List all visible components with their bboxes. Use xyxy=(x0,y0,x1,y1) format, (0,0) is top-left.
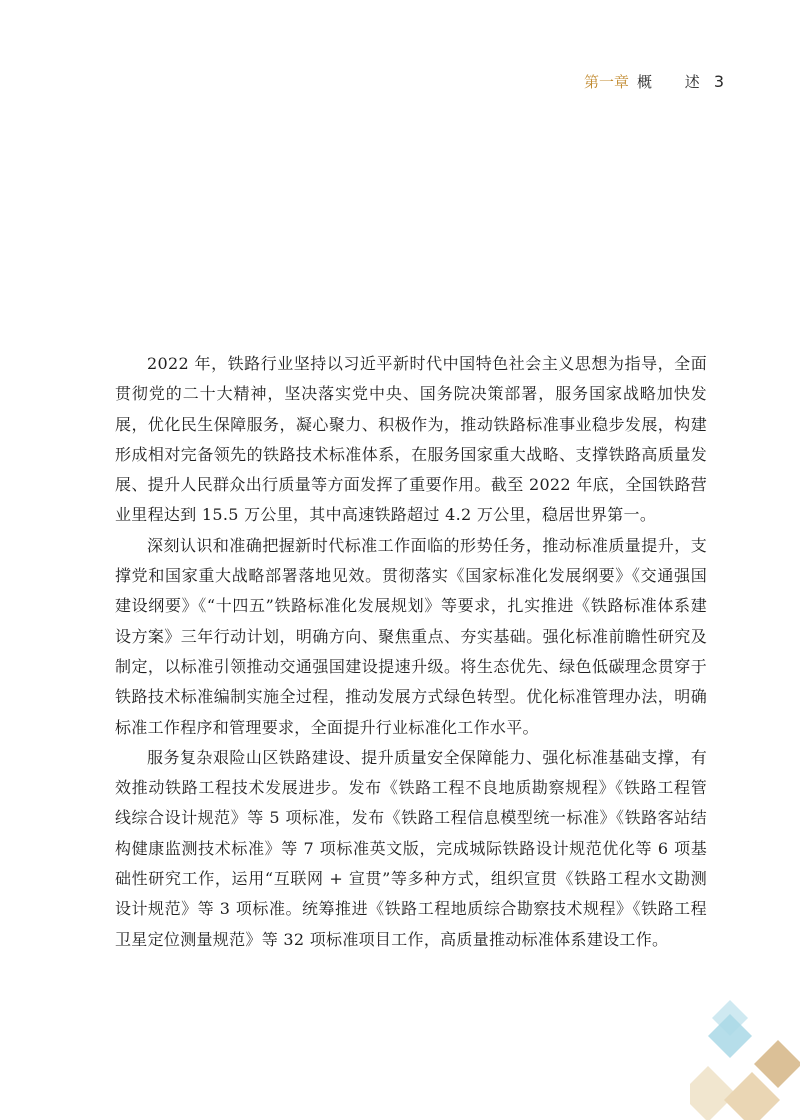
paragraph-1: 2022 年，铁路行业坚持以习近平新时代中国特色社会主义思想为指导，全面贯彻党的二十大精神，坚决落实党中央、国务院决策部署，服务国家战略加快发展，优化民生保障服务，凝心聚力、积极作为，推动铁路标准事业稳步发展，构建形成相对完备领先的铁路技术标准体系，在服务国家重大战略、支撑铁路高质量发展、提升人民群众出行质量等方面发挥了重要作用。截至 2022 年底，全国铁路营业里程达到 15.5 万公里，其中高速铁路超过 4.2 万公里，稳居世界第一。 xyxy=(115,354,707,525)
section-title: 概 述 xyxy=(637,73,714,91)
running-header xyxy=(584,72,724,92)
diamond-cream xyxy=(690,1066,736,1120)
paragraph-3: 服务复杂艰险山区铁路建设、提升质量安全保障能力、强化标准基础支撑，有效推动铁路工程技术发展进步。发布《铁路工程不良地质勘察规程》《铁路工程管线综合设计规范》等 5 项标准，发布《铁路工程信息模型统一标准》《铁路客站结构健康监测技术标准》等 7 项标准英文版，完成城际铁路设计规范优化等 6 项基础性研究工作，运用“互联网 + 宣贯”等多种方式，组织宣贯《铁路工程水文勘测设计规范》等 3 项标准。统筹推进《铁路工程地质综合勘察技术规程》《铁路工程卫星定位测量规范》等 32 项标准项目工作，高质量推动标准体系建设工作。 xyxy=(115,747,707,949)
diamond-tan xyxy=(754,1040,800,1088)
chapter-label: 第一章 xyxy=(584,73,630,91)
paragraph-2: 深刻认识和准确把握新时代标准工作面临的形势任务，推动标准质量提升，支撑党和国家重大战略部署落地见效。贯彻落实《国家标准化发展纲要》《交通强国建设纲要》《“十四五”铁路标准化发展规划》等要求，扎实推进《铁路标准体系建设方案》三年行动计划，明确方向、聚焦重点、夯实基础。强化标准前瞻性研究及制定，以标准引领推动交通强国建设提速升级。将生态优先、绿色低碳理念贯穿于铁路技术标准编制实施全过程，推动发展方式绿色转型。优化标准管理办法，明确标准工作程序和管理要求，全面提升行业标准化工作水平。 xyxy=(115,535,707,737)
body-text xyxy=(115,349,707,955)
page-number: 3 xyxy=(713,72,724,91)
corner-diamond-decoration xyxy=(690,1000,800,1120)
